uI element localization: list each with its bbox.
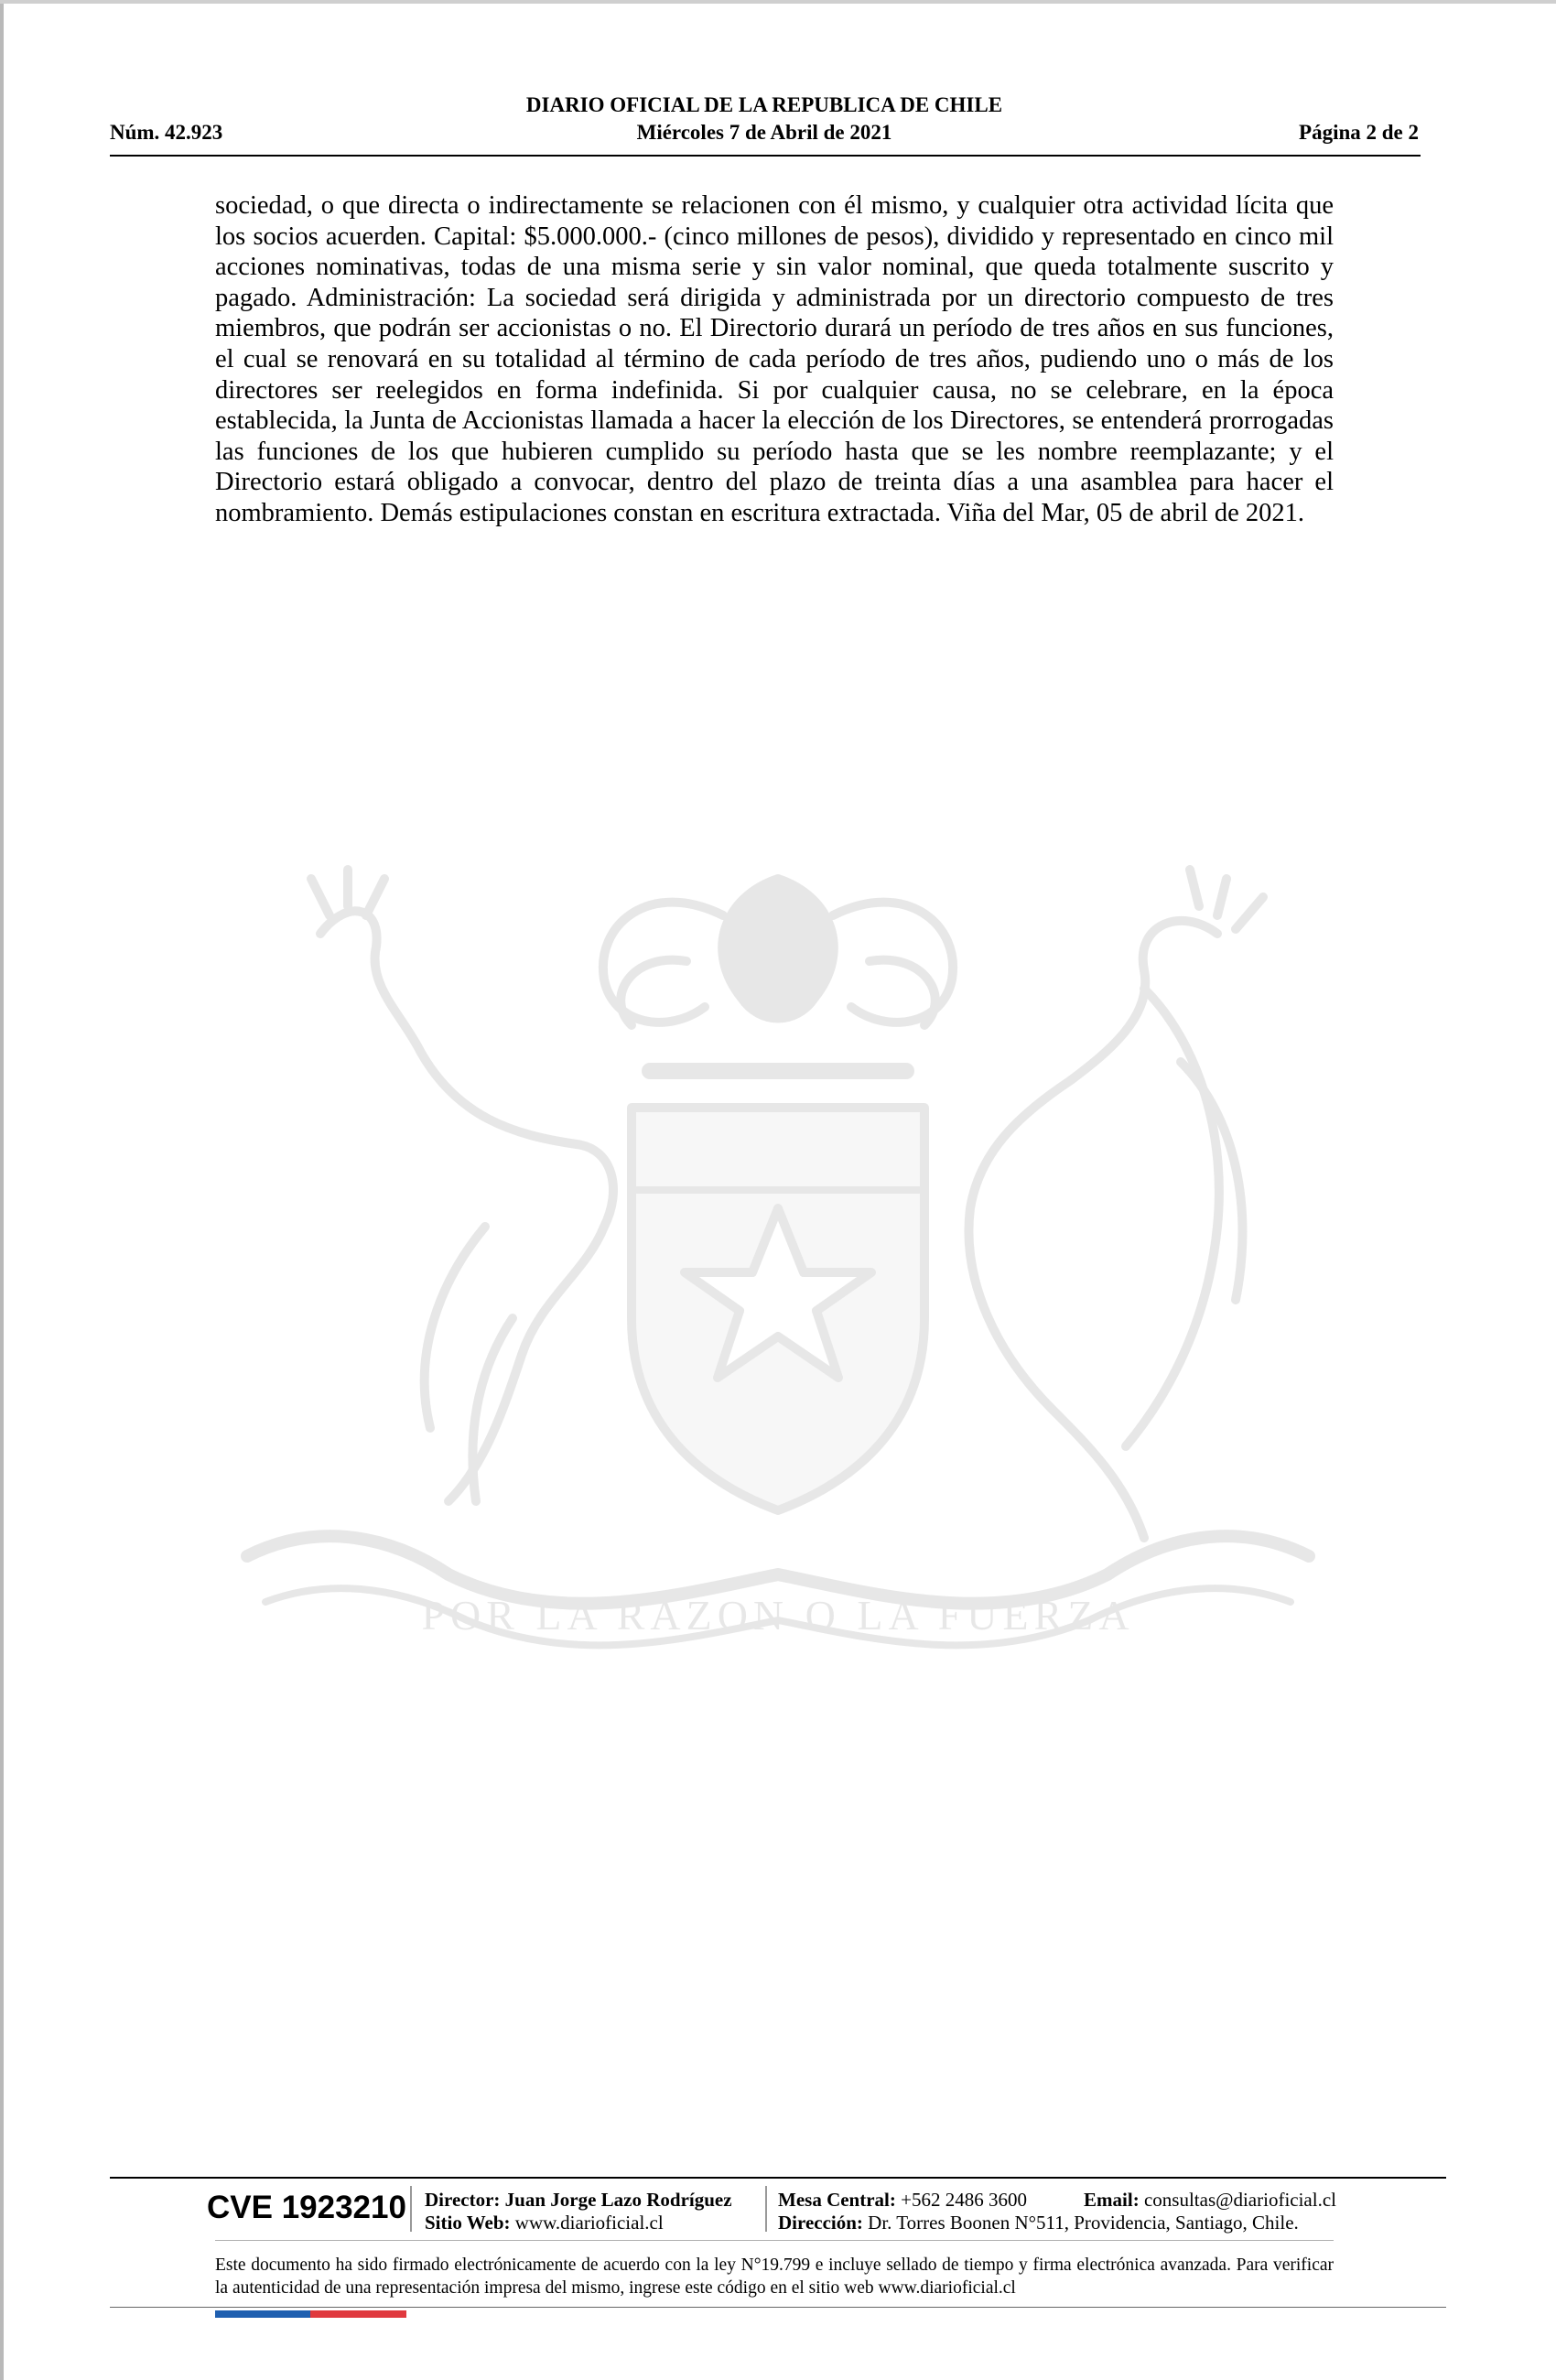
director-name: Juan Jorge Lazo Rodríguez bbox=[504, 2189, 732, 2211]
flag-red-segment bbox=[310, 2310, 406, 2318]
page-edge-top bbox=[0, 0, 1556, 4]
page-edge-left bbox=[0, 0, 4, 2380]
footer-divider-top bbox=[110, 2177, 1446, 2179]
phone-number: +562 2486 3600 bbox=[901, 2189, 1027, 2211]
website-line bbox=[425, 2212, 732, 2234]
watermark-motto: POR LA RAZON O LA FUERZA bbox=[421, 1592, 1135, 1639]
phone-email-line bbox=[778, 2189, 1336, 2212]
address-label: Dirección: bbox=[778, 2212, 863, 2234]
footer-director-block bbox=[425, 2189, 732, 2234]
cve-code: CVE 1923210 bbox=[207, 2190, 406, 2225]
email-link[interactable]: consultas@diarioficial.cl bbox=[1143, 2189, 1336, 2211]
flag-color-bar bbox=[215, 2310, 406, 2318]
phone-label: Mesa Central: bbox=[778, 2189, 896, 2211]
page-number: Página 2 de 2 bbox=[1299, 121, 1419, 144]
website-label: Sitio Web: bbox=[425, 2212, 511, 2234]
signature-note: Este documento ha sido firmado electrónicamente de acuerdo con la ley N°19.799 e incluye sellado de tiempo y firma electrónica avanzada. Para verificar la autenticidad de una representación impresa del mismo, ingrese este código en el sitio web www.diarioficial.cl bbox=[215, 2256, 1334, 2298]
publication-date: Miércoles 7 de Abril de 2021 bbox=[636, 121, 892, 144]
footer-divider-mid bbox=[215, 2240, 1334, 2241]
article-paragraph: sociedad, o que directa o indirectamente se relacionen con él mismo, y cualquier otra actividad lícita que los socios acuerden. Capital: $5.000.000.- (cinco millones de pesos), dividido y representado en cinco mil acciones nominativas, todas de una misma serie y sin valor nominal, que queda totalmente suscrito y pagado. Administración: La sociedad será dirigida y administrada por un directorio compuesto de tres miembros, que podrán ser accionistas o no. El Directorio durará un período de tres años en sus funciones, el cual se renovará en su totalidad al término de cada período de tres años, pudiendo uno o más de los directores ser reelegidos en forma indefinida. Si por cualquier causa, no se celebrare, en la época establecida, la Junta de Accionistas llamada a hacer la elección de los Directores, se entenderá prorrogadas las funciones de los que hubieren cumplido su período hasta que se les nombre reemplazante; y el Directorio estará obligado a convocar, dentro del plazo de treinta días a una asamblea para hacer el nombramiento. Demás estipulaciones constan en escritura extractada. Viña del Mar, 05 de abril de 2021. bbox=[215, 191, 1334, 527]
footer-separator bbox=[410, 2186, 412, 2232]
address-text: Dr. Torres Boonen N°511, Providencia, Santiago, Chile. bbox=[868, 2212, 1299, 2234]
footer-separator bbox=[765, 2186, 767, 2232]
flag-blue-segment bbox=[215, 2310, 310, 2318]
header-divider bbox=[110, 155, 1421, 157]
website-link[interactable]: www.diarioficial.cl bbox=[514, 2212, 664, 2234]
issue-number: Núm. 42.923 bbox=[110, 121, 223, 144]
address-line bbox=[778, 2212, 1336, 2234]
footer-divider-bottom bbox=[110, 2307, 1446, 2308]
chilean-coat-of-arms-icon bbox=[211, 842, 1345, 1666]
page-header bbox=[110, 93, 1419, 157]
footer-contact-block bbox=[778, 2189, 1336, 2234]
gazette-title: DIARIO OFICIAL DE LA REPUBLICA DE CHILE bbox=[525, 93, 1003, 116]
director-label: Director: bbox=[425, 2189, 501, 2211]
director-line bbox=[425, 2189, 732, 2212]
email-block bbox=[1084, 2189, 1336, 2212]
email-label: Email: bbox=[1084, 2189, 1140, 2211]
